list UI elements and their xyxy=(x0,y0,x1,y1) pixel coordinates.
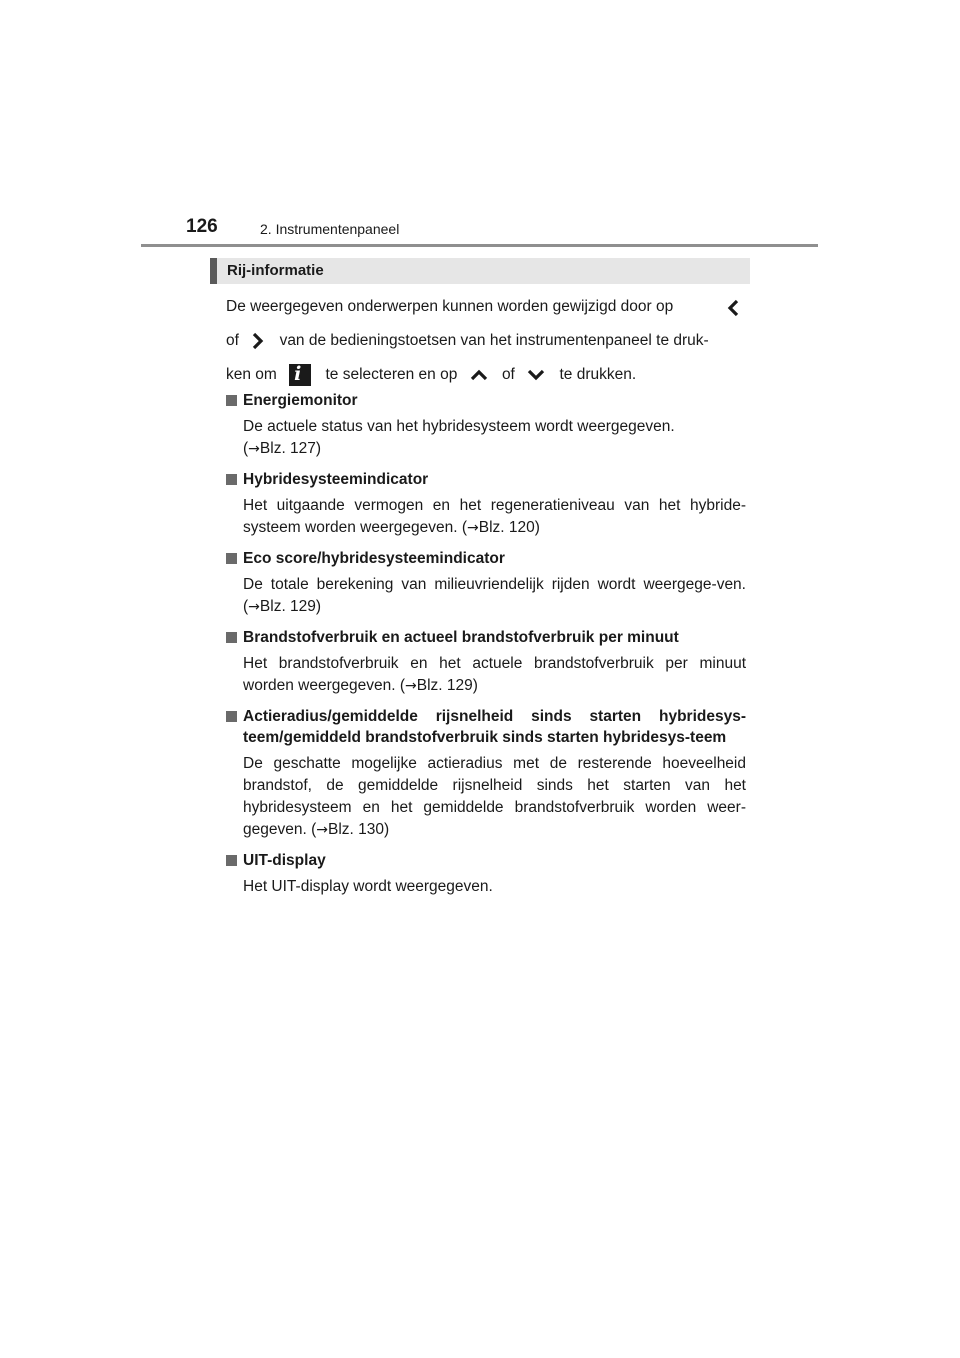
feature-list xyxy=(226,390,746,907)
intro-text-3a: ken om xyxy=(226,366,277,383)
intro-line-1 xyxy=(226,290,746,324)
section-title: Rij-informatie xyxy=(227,262,324,279)
page-number: 126 xyxy=(186,216,218,237)
item-body: Het uitgaande vermogen en het regeneratieniveau van het hybride-systeem worden weergegeven. (→Blz. 120) xyxy=(243,497,746,536)
page-reference: Blz. 130) xyxy=(328,821,390,838)
intro-paragraph xyxy=(226,290,746,392)
list-item xyxy=(226,548,746,618)
item-title: Brandstofverbruik en actueel brandstofverbruik per minuut xyxy=(243,629,679,646)
chapter-title: 2. Instrumentenpaneel xyxy=(260,221,400,237)
page-reference: Blz. 120) xyxy=(478,519,540,536)
arrow-right-icon: → xyxy=(248,441,260,457)
intro-text-3b: te selecteren en op xyxy=(325,366,458,383)
info-icon: i xyxy=(289,364,311,386)
arrow-right-icon: → xyxy=(405,678,417,694)
section-heading-bar xyxy=(210,258,750,284)
item-title: Eco score/hybridesysteemindicator xyxy=(243,550,505,567)
page-reference: Blz. 127) xyxy=(259,440,322,457)
intro-line-3 xyxy=(226,358,746,392)
square-bullet-icon xyxy=(226,855,237,866)
item-body: De totale berekening van milieuvriendelijk rijden wordt weergege-ven. (→Blz. 129) xyxy=(243,576,746,615)
arrow-right-icon: → xyxy=(467,520,479,536)
list-item xyxy=(226,627,746,697)
list-item xyxy=(226,706,746,841)
arrow-right-icon: → xyxy=(248,599,260,615)
chevron-down-icon xyxy=(527,369,545,381)
intro-text-3d: te drukken. xyxy=(559,366,637,383)
page-header xyxy=(186,216,826,246)
chevron-right-icon xyxy=(251,332,265,350)
square-bullet-icon xyxy=(226,553,237,564)
square-bullet-icon xyxy=(226,632,237,643)
list-item xyxy=(226,469,746,539)
item-title: Hybridesysteemindicator xyxy=(243,471,429,488)
arrow-right-icon: → xyxy=(316,822,328,838)
item-title: UIT-display xyxy=(243,852,326,869)
item-title: Actieradius/gemiddelde rijsnelheid sinds starten hybridesys-teem/gemiddeld brandstofverbruik sinds starten hybridesys-teem xyxy=(243,708,746,746)
intro-line-2 xyxy=(226,324,746,358)
square-bullet-icon xyxy=(226,711,237,722)
intro-text-3c: of xyxy=(501,366,515,383)
list-item xyxy=(226,390,746,460)
chevron-up-icon xyxy=(470,369,488,381)
item-title: Energiemonitor xyxy=(243,392,358,409)
chevron-left-icon xyxy=(726,299,740,317)
intro-text-2a: of xyxy=(226,332,239,349)
header-rule xyxy=(141,244,818,247)
item-body: Het brandstofverbruik en het actuele brandstofverbruik per minuut worden weergegeven. (→Blz. 129) xyxy=(243,655,746,694)
item-body: De geschatte mogelijke actieradius met de resterende hoeveelheid brandstof, de gemiddelde rijsnelheid sinds het starten van het hybridesysteem en het gemiddelde brandstofverbruik worden weer-gegeven. (→Blz. 130) xyxy=(243,755,746,838)
intro-text-2b: van de bedieningstoetsen van het instrumentenpaneel te druk- xyxy=(279,332,709,349)
list-item xyxy=(226,850,746,898)
item-body: De actuele status van het hybridesysteem wordt weergegeven. (→Blz. 127) xyxy=(243,418,675,457)
intro-text-1: De weergegeven onderwerpen kunnen worden gewijzigd door op xyxy=(226,298,674,315)
square-bullet-icon xyxy=(226,474,237,485)
item-body: Het UIT-display wordt weergegeven. xyxy=(243,878,493,895)
square-bullet-icon xyxy=(226,395,237,406)
page-reference: Blz. 129) xyxy=(416,677,478,694)
page-reference: Blz. 129) xyxy=(259,598,322,615)
